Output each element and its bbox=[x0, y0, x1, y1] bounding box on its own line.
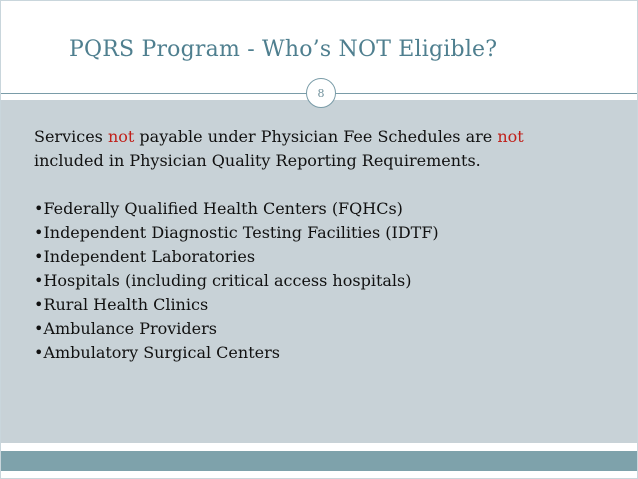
intro-line-1 bbox=[34, 125, 624, 149]
list-item bbox=[34, 221, 624, 245]
list-item bbox=[34, 293, 624, 317]
list-item bbox=[34, 317, 624, 341]
emphasis-not-2: not bbox=[497, 127, 524, 146]
bullet-dot-icon: • bbox=[34, 199, 44, 218]
bullet-dot-icon: • bbox=[34, 223, 44, 242]
list-item bbox=[34, 341, 624, 365]
bullet-dot-icon: • bbox=[34, 247, 44, 266]
list-item bbox=[34, 197, 624, 221]
spacer bbox=[34, 173, 624, 197]
body-text bbox=[34, 125, 624, 365]
bullet-text: Hospitals (including critical access hospitals) bbox=[43, 271, 412, 290]
bullet-dot-icon: • bbox=[34, 295, 44, 314]
content-panel bbox=[1, 100, 637, 443]
bullet-text: Federally Qualified Health Centers (FQHCs) bbox=[43, 199, 403, 218]
bullet-dot-icon: • bbox=[34, 319, 44, 338]
emphasis-not-1: not bbox=[107, 127, 135, 146]
bullet-text: Independent Diagnostic Testing Facilities (IDTF) bbox=[43, 223, 439, 242]
list-item bbox=[34, 269, 624, 293]
bullet-text: Independent Laboratories bbox=[43, 247, 256, 266]
bullet-text: Ambulatory Surgical Centers bbox=[43, 343, 280, 362]
bullet-dot-icon: • bbox=[34, 343, 44, 362]
intro-text-a: Services bbox=[34, 127, 108, 146]
bullet-list bbox=[34, 197, 624, 365]
intro-text-b: payable under Physician Fee Schedules are bbox=[134, 127, 498, 146]
bullet-text: Rural Health Clinics bbox=[43, 295, 209, 314]
bullet-dot-icon: • bbox=[34, 271, 44, 290]
list-item bbox=[34, 245, 624, 269]
title-area bbox=[1, 1, 637, 88]
bullet-text: Ambulance Providers bbox=[43, 319, 217, 338]
footer-band bbox=[1, 451, 637, 471]
slide-number-badge: 8 bbox=[306, 78, 336, 108]
intro-line-2: included in Physician Quality Reporting Requirements. bbox=[34, 151, 481, 170]
slide-title: PQRS Program - Who’s NOT Eligible? bbox=[69, 37, 498, 62]
